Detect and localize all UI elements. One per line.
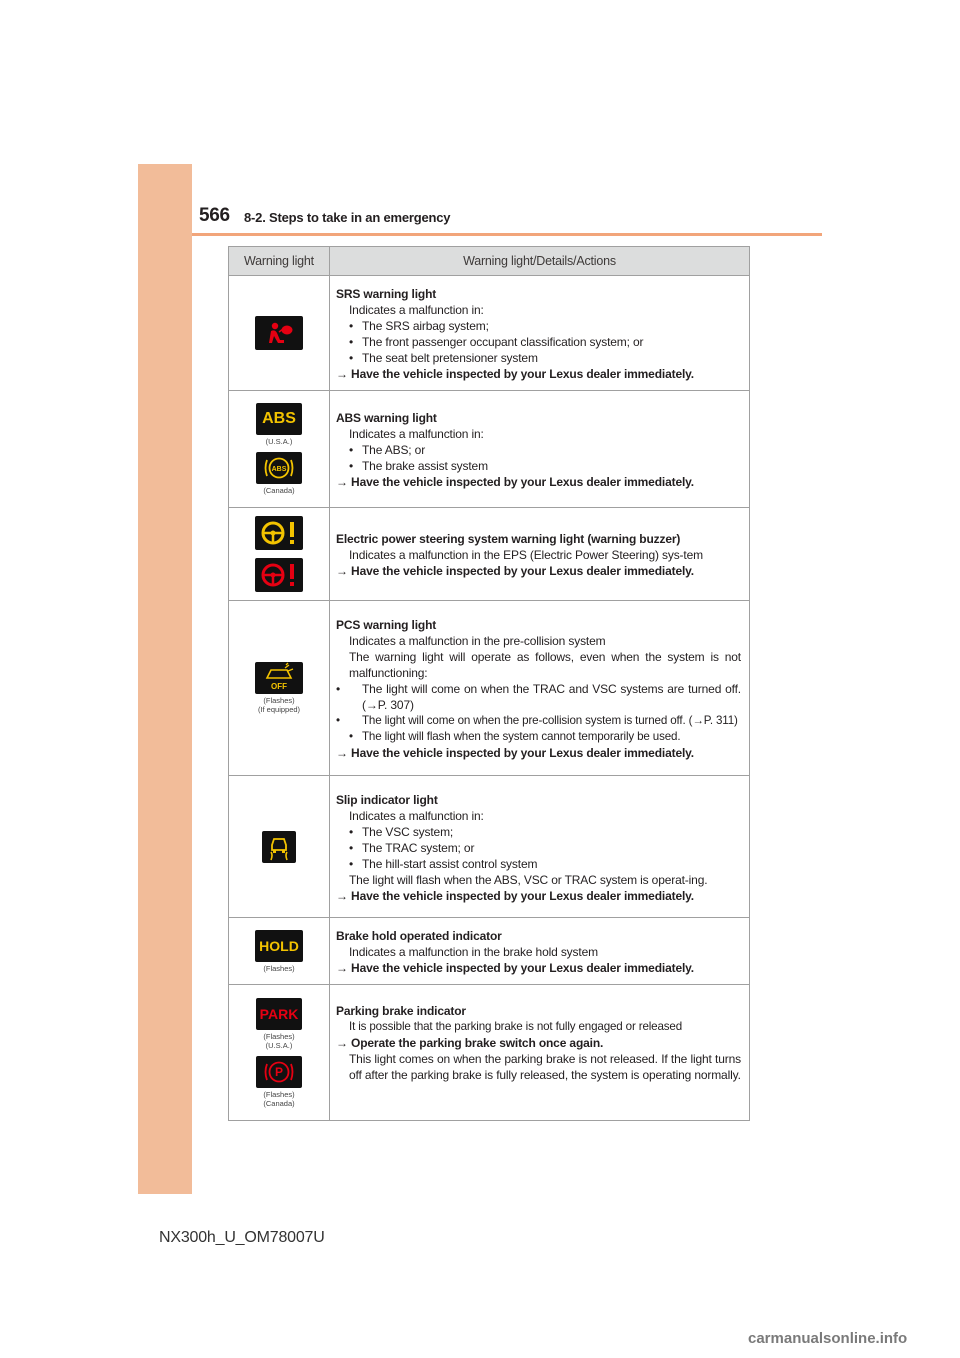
document-code: NX300h_U_OM78007U (159, 1229, 325, 1246)
section-title: 8-2. Steps to take in an emergency (244, 210, 451, 225)
abs-circle-warning-icon (256, 452, 302, 484)
detail-text: Indicates a malfunction in: (349, 808, 484, 823)
light-title: Brake hold operated indicator (336, 929, 502, 943)
col-header-details: Warning light/Details/Actions (330, 247, 750, 276)
detail-text: Indicates a malfunction in the brake hold system (349, 945, 598, 959)
detail-text: Indicates a malfunction in the pre-collision system (349, 634, 606, 648)
detail-text: It is possible that the parking brake is not fully engaged or released (349, 1020, 683, 1033)
action-text: → Have the vehicle inspected by your Lexus dealer immediately. (336, 564, 694, 578)
detail-text: The light will flash when the ABS, VSC or TRAC system is operat-ing. (349, 872, 708, 887)
table-row-eps (229, 508, 750, 601)
table-row-srs (229, 276, 750, 391)
list-item: • The SRS airbag system; (349, 319, 489, 333)
slip-indicator-icon (262, 831, 296, 863)
details-cell-abs (330, 391, 750, 508)
icon-cell-park (229, 985, 330, 1121)
chapter-sidebar-tab (138, 164, 192, 1194)
action-text: → Have the vehicle inspected by your Lexus dealer immediately. (336, 888, 694, 903)
icon-caption: (U.S.A.) (265, 1040, 293, 1050)
icon-caption: (U.S.A.) (265, 437, 293, 446)
light-title: Parking brake indicator (336, 1004, 466, 1018)
icon-cell-pcs (229, 601, 330, 776)
detail-text: Indicates a malfunction in the EPS (Electric Power Steering) sys-tem (349, 548, 703, 562)
details-cell-hold (330, 918, 750, 985)
icon-cell-srs (229, 276, 330, 391)
action-text: → Have the vehicle inspected by your Lexus dealer immediately. (336, 961, 694, 975)
icon-cell-eps (229, 508, 330, 601)
table-header-row (229, 247, 750, 276)
list-item: • The light will flash when the system cannot temporarily be used. (349, 730, 681, 743)
detail-text: The warning light will operate as follows, even when the system is not malfunctioning: (349, 650, 741, 680)
list-item: • The VSC system; (349, 824, 454, 839)
col-header-warning-light: Warning light (229, 247, 330, 276)
parking-brake-icon: PARK (256, 998, 302, 1030)
icon-caption: (Flashes) (263, 696, 295, 705)
parking-brake-circle-icon (256, 1056, 302, 1088)
icon-cell-abs (229, 391, 330, 508)
icon-caption: (Canada) (263, 1098, 295, 1108)
detail-text: Indicates a malfunction in: (349, 303, 484, 317)
table-row-pcs (229, 601, 750, 776)
steering-warning-amber-icon (255, 516, 303, 550)
light-title: ABS warning light (336, 411, 437, 425)
icon-cell-slip (229, 776, 330, 918)
airbag-warning-icon (255, 316, 303, 350)
warning-light-table (228, 246, 750, 1121)
icon-caption: (If equipped) (257, 705, 301, 714)
table-row-hold (229, 918, 750, 985)
table-row-abs (229, 391, 750, 508)
list-item: • The light will come on when the pre-collision system is turned off. (→P. 311) (336, 714, 738, 727)
action-text: → Have the vehicle inspected by your Lexus dealer immediately. (336, 475, 694, 489)
brake-hold-icon: HOLD (255, 930, 303, 962)
list-item: • The brake assist system (349, 459, 488, 473)
details-cell-eps (330, 508, 750, 601)
icon-cell-hold (229, 918, 330, 985)
action-text: → Operate the parking brake switch once again. (336, 1036, 604, 1050)
table-row-park (229, 985, 750, 1121)
list-item: • The light will come on when the TRAC and VSC systems are turned off. (→P. 307) (336, 682, 741, 712)
light-title: PCS warning light (336, 618, 437, 632)
icon-caption: (Canada) (263, 486, 295, 495)
list-item: • The hill-start assist control system (349, 856, 538, 871)
header-rule (192, 233, 822, 236)
list-item: • The seat belt pretensioner system (349, 351, 538, 365)
action-text: → Have the vehicle inspected by your Lexus dealer immediately. (336, 367, 694, 381)
action-text: → Have the vehicle inspected by your Lexus dealer immediately. (336, 746, 694, 760)
steering-warning-red-icon (255, 558, 303, 592)
details-cell-pcs (330, 601, 750, 776)
detail-text: This light comes on when the parking brake is not released. If the light turns off after the parking brake is fully released, the system is operating normally. (349, 1052, 741, 1082)
page-number: 566 (199, 205, 230, 226)
list-item: • The front passenger occupant classification system; or (349, 335, 644, 349)
icon-caption: (Flashes) (263, 1031, 295, 1041)
detail-text: Indicates a malfunction in: (349, 427, 484, 441)
light-title: SRS warning light (336, 287, 437, 301)
list-item: • The ABS; or (349, 443, 426, 457)
details-cell-slip (330, 776, 750, 918)
abs-circle-icon-label: ABS (271, 466, 287, 473)
pcs-warning-icon (255, 662, 303, 694)
watermark: carmanualsonline.info (748, 1330, 908, 1347)
details-cell-park (330, 985, 750, 1121)
icon-caption: (Flashes) (263, 963, 295, 973)
pcs-icon-label: OFF (271, 682, 287, 691)
parking-circle-icon-label: P (274, 1064, 284, 1079)
table-row-slip (229, 776, 750, 918)
abs-warning-icon: ABS (256, 403, 302, 435)
icon-caption: (Flashes) (263, 1089, 295, 1099)
light-title: Slip indicator light (336, 792, 438, 807)
list-item: • The TRAC system; or (349, 840, 475, 855)
light-title: Electric power steering system warning light (warning buzzer) (336, 532, 681, 546)
details-cell-srs (330, 276, 750, 391)
